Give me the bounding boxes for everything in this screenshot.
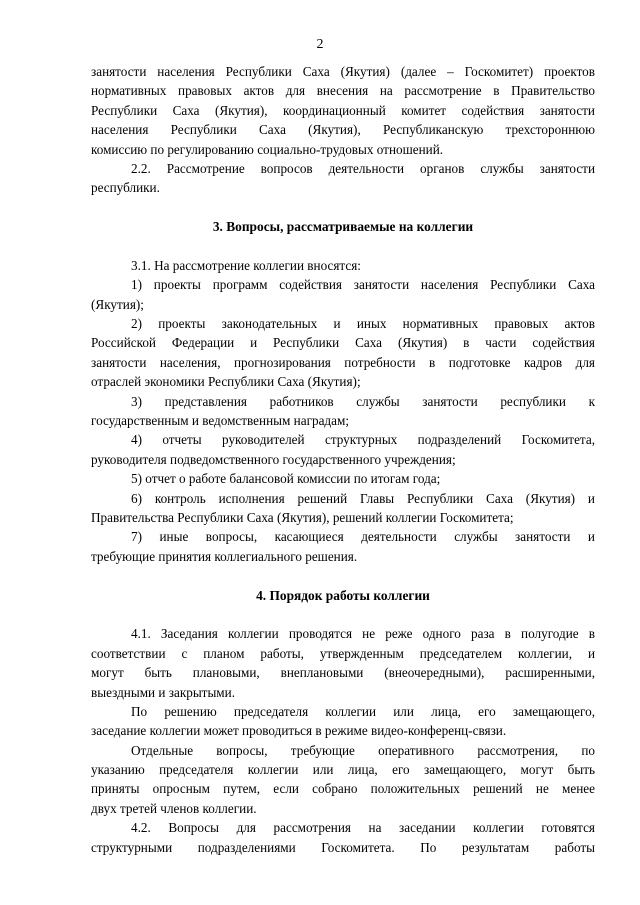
text-line: заседание коллегии может проводиться в режиме видео-конференц-связи. <box>91 723 507 739</box>
spacer <box>91 198 595 217</box>
text-line: соответствии с планом работы, утвержденным председателем коллегии, и <box>91 645 595 661</box>
text-line: занятости населения, прогнозирования потребности в подготовке кадров для <box>91 354 595 370</box>
text-line: выездными и закрытыми. <box>91 684 235 700</box>
list-item-7 <box>91 527 595 566</box>
text-line: 7) иные вопросы, касающиеся деятельности службы занятости и <box>131 529 595 545</box>
text-line: отраслей экономики Республики Саха (Якутия); <box>91 374 361 390</box>
spacer <box>91 566 595 585</box>
text-line: приняты опросным путем, если собрано положительных решений не менее <box>91 781 595 797</box>
text-line: республики. <box>91 180 160 196</box>
text-line: (Якутия); <box>91 296 144 312</box>
list-item-2 <box>91 314 595 392</box>
text-line: указанию председателя коллегии или лица, его замещающего, могут быть <box>91 762 595 778</box>
text-line: государственным и ведомственным наградам; <box>91 413 349 429</box>
text-line: 3) представления работников службы занятости республики к <box>131 393 595 409</box>
text-line: могут быть плановыми, внеплановыми (внеочередными), расширенными, <box>91 665 595 681</box>
paragraph-2-2 <box>91 159 595 198</box>
text-line: 6) контроль исполнения решений Главы Республики Саха (Якутия) и <box>131 490 595 506</box>
text-line: 5) отчет о работе балансовой комиссии по итогам года; <box>131 471 441 487</box>
text-line: 4.2. Вопросы для рассмотрения на заседании коллегии готовятся <box>131 820 595 836</box>
text-line: 1) проекты программ содействия занятости населения Республики Саха <box>131 277 595 293</box>
text-line: 4) отчеты руководителей структурных подразделений Госкомитета, <box>131 432 595 448</box>
document-body <box>91 62 595 857</box>
spacer <box>91 605 595 624</box>
paragraph-4-2 <box>91 818 595 857</box>
list-item-3 <box>91 392 595 431</box>
section-4-body <box>91 624 595 857</box>
section-3-body <box>91 256 595 566</box>
spacer <box>91 237 595 256</box>
list-item-6 <box>91 489 595 528</box>
text-line: 3.1. На рассмотрение коллегии вносятся: <box>131 257 361 273</box>
text-line: По решению председателя коллегии или лица, его замещающего, <box>131 703 595 719</box>
text-line: структурными подразделениями Госкомитета. По результатам работы <box>91 839 595 855</box>
section-4-heading: 4. Порядок работы коллегии <box>256 587 430 603</box>
text-line: руководителя подведомственного государственного учреждения; <box>91 451 456 467</box>
paragraph-video-conference <box>91 702 595 741</box>
paragraph-4-1 <box>91 624 595 702</box>
text-line: 2) проекты законодательных и иных нормативных правовых актов <box>131 316 595 332</box>
text-line: населения Республики Саха (Якутия), Республиканскую трехстороннюю <box>91 122 595 138</box>
section-3-heading: 3. Вопросы, рассматриваемые на коллегии <box>212 219 474 235</box>
paragraph-survey <box>91 741 595 819</box>
text-line: Отдельные вопросы, требующие оперативного рассмотрения, по <box>131 742 595 758</box>
text-line: 4.1. Заседания коллегии проводятся не реже одного раза в полугодие в <box>131 626 595 642</box>
text-line: занятости населения Республики Саха (Якутия) (далее – Госкомитет) проектов <box>91 64 595 79</box>
text-line: Российской Федерации и Республики Саха (Якутия) в части содействия <box>91 335 595 351</box>
paragraph-intro <box>91 62 595 159</box>
text-line: 2.2. Рассмотрение вопросов деятельности органов службы занятости <box>131 160 595 176</box>
text-line: требующие принятия коллегиального решения. <box>91 548 358 564</box>
page-number: 2 <box>316 37 324 52</box>
text-line: Республики Саха (Якутия), координационный комитет содействия занятости <box>91 102 595 118</box>
text-line: двух третей членов коллегии. <box>91 800 257 816</box>
text-line: Правительства Республики Саха (Якутия), решений коллегии Госкомитета; <box>91 509 514 525</box>
text-line: комиссию по регулированию социально-трудовых отношений. <box>91 141 444 157</box>
list-item-4 <box>91 430 595 469</box>
list-item-1 <box>91 275 595 314</box>
text-line: нормативных правовых актов для внесения на рассмотрение в Правительство <box>91 83 595 99</box>
list-item-5 <box>91 469 595 488</box>
